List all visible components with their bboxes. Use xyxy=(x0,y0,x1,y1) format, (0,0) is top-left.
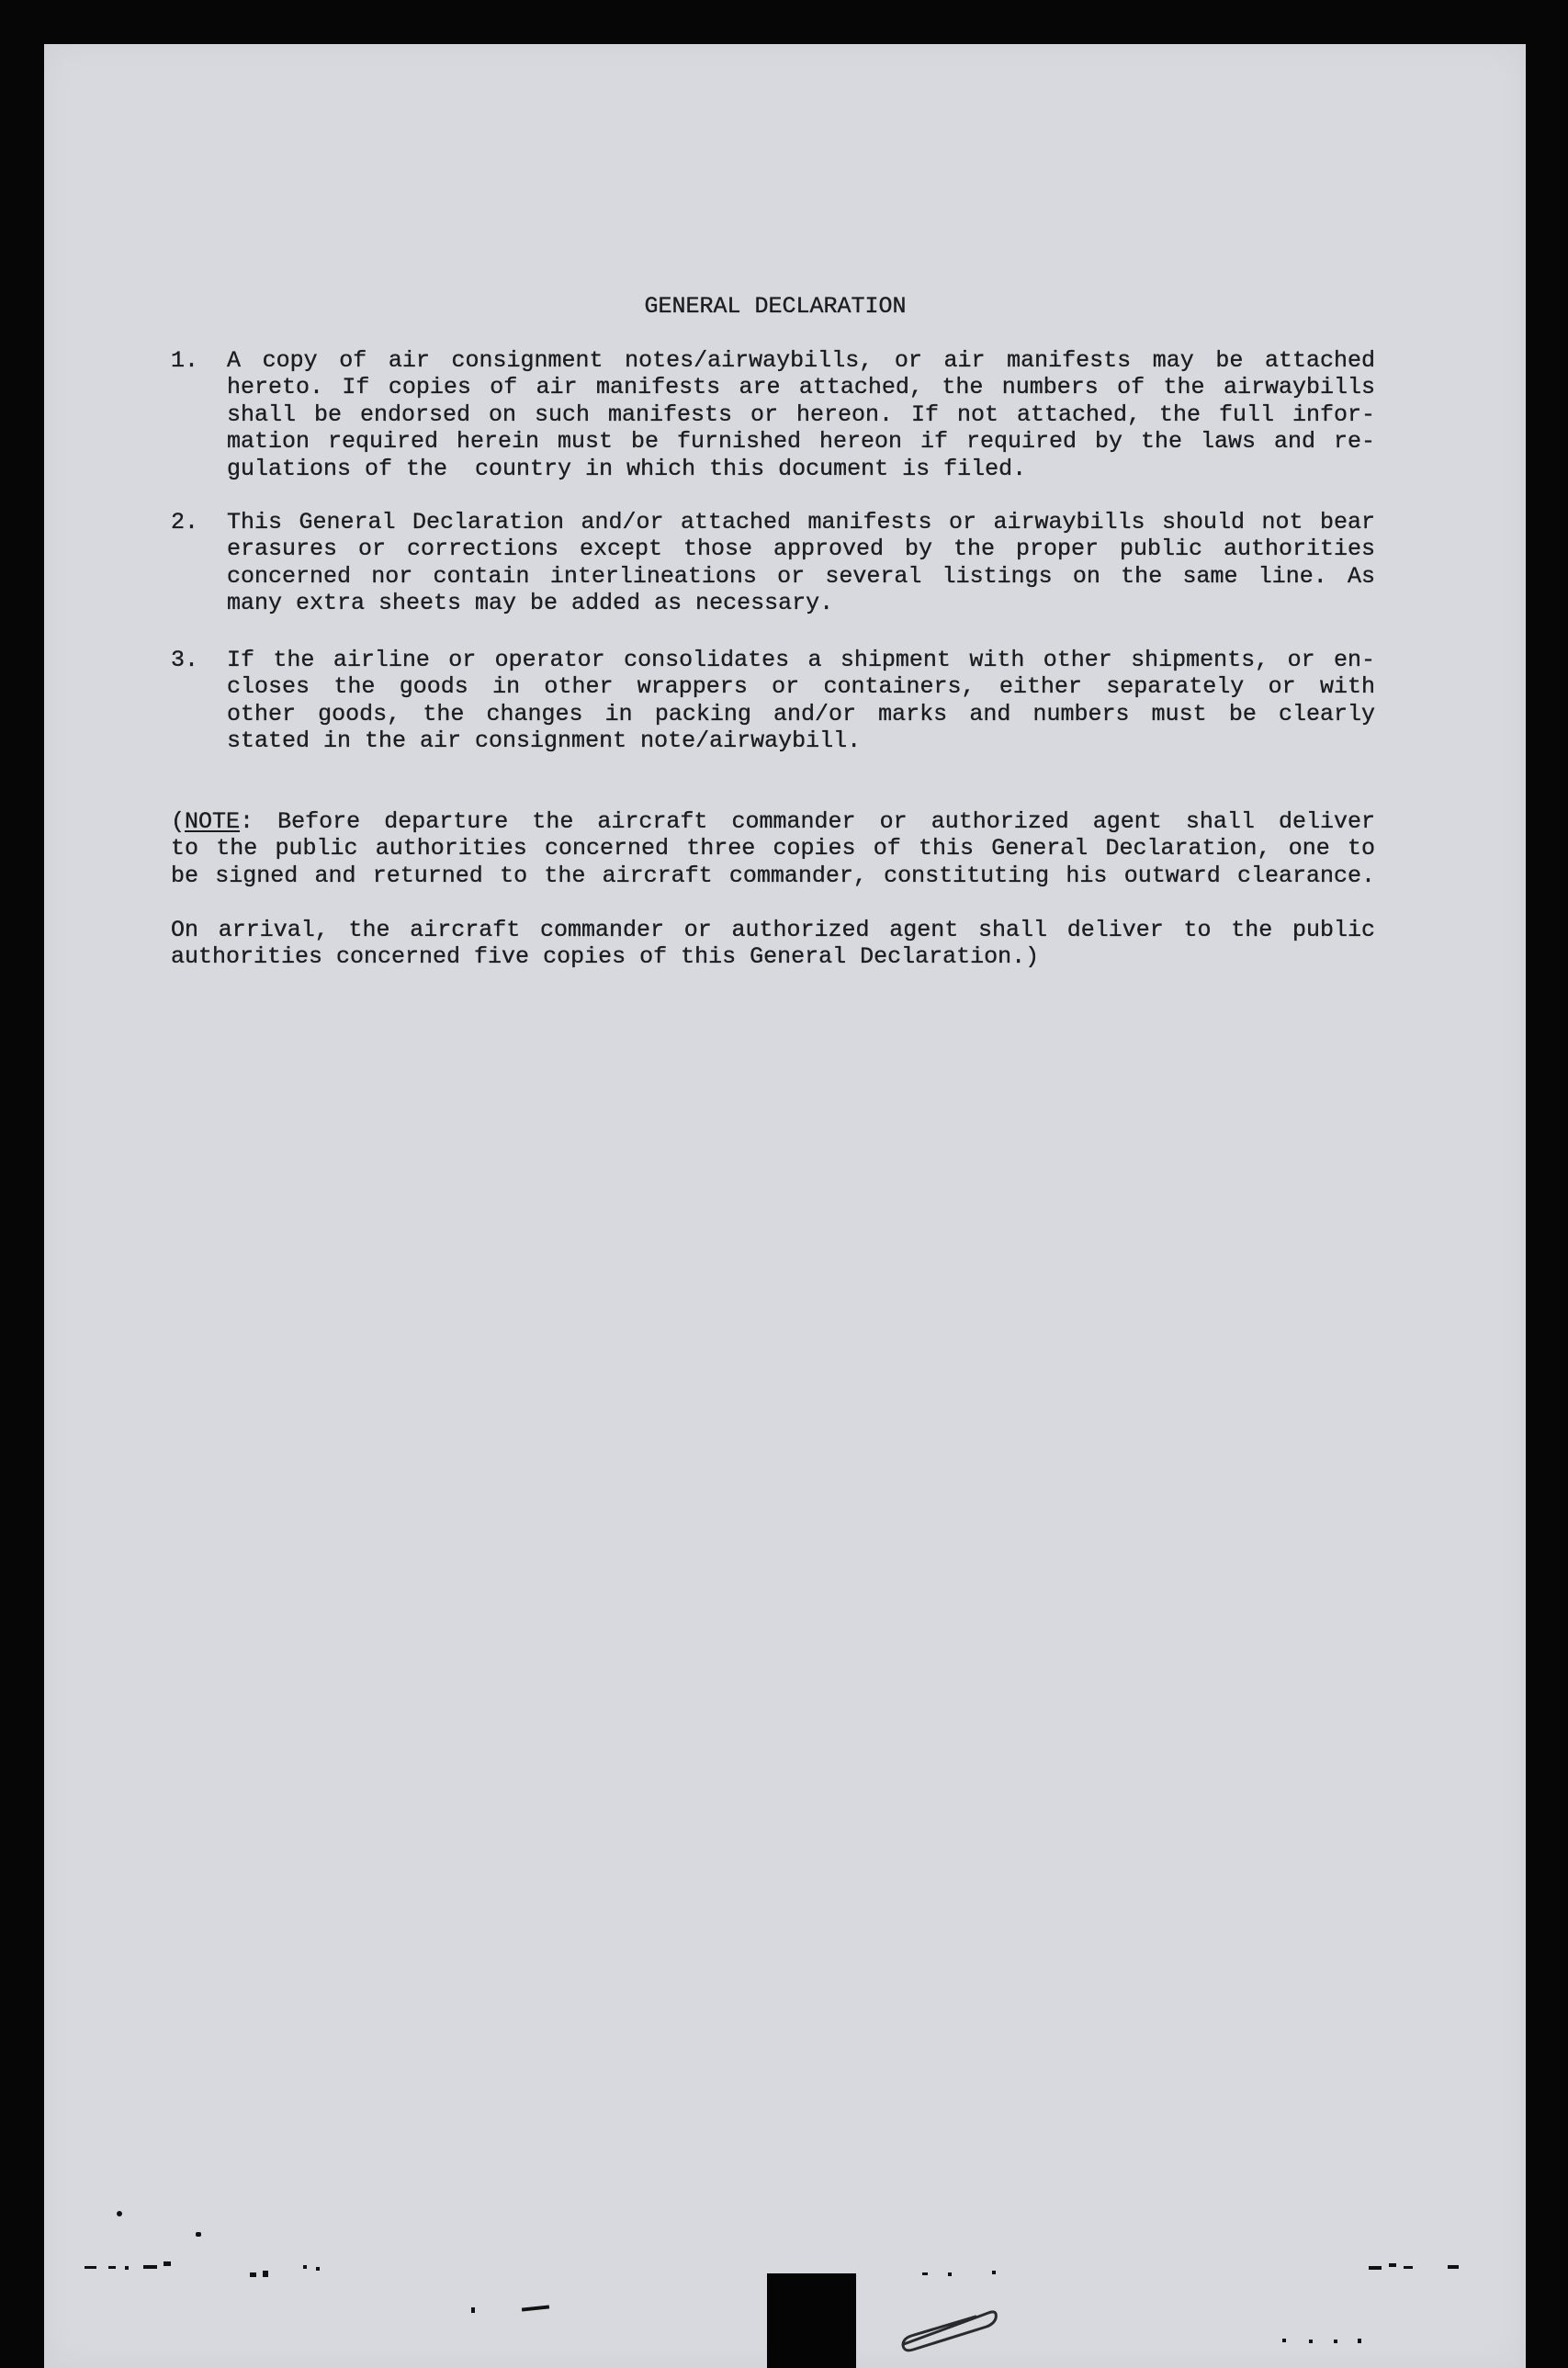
text-line: authorities concerned five copies of this General Declaration.) xyxy=(171,943,1040,971)
text-line: closes the goods in other wrappers or containers, either separately or with xyxy=(227,673,1375,701)
scan-speck xyxy=(922,2272,928,2275)
scan-speck xyxy=(948,2272,952,2276)
scan-speck xyxy=(108,2266,116,2269)
scan-speck xyxy=(263,2271,268,2277)
note-first-line: : Before departure the aircraft commander or authorized agent shall deliver xyxy=(240,808,1375,835)
paragraph-number: 2. xyxy=(171,509,199,536)
paragraph-text xyxy=(227,647,1375,755)
paperclip-icon xyxy=(898,2304,1000,2357)
scan-speck xyxy=(164,2261,171,2266)
scan-speck xyxy=(471,2307,475,2313)
text-line: A copy of air consignment notes/airwaybills, or air manifests may be attached xyxy=(227,347,1375,374)
text-line: gulations of the country in which this document is filed. xyxy=(227,455,1027,482)
paragraph-text xyxy=(227,509,1375,617)
scan-speck xyxy=(1358,2339,1361,2343)
scan-speck xyxy=(316,2267,320,2271)
text-line: stated in the air consignment note/airwaybill. xyxy=(227,727,862,755)
scan-speck xyxy=(1448,2265,1459,2269)
note-text xyxy=(171,808,1375,889)
text-line: This General Declaration and/or attached manifests or airwaybills should not bear xyxy=(227,509,1375,536)
text-line: concerned nor contain interlineations or several listings on the same line. As xyxy=(227,562,1375,590)
scan-speck xyxy=(1369,2266,1382,2270)
scan-speck xyxy=(85,2266,96,2269)
scan-speck xyxy=(992,2271,996,2274)
scan-speck xyxy=(1334,2340,1337,2343)
text-line: On arrival, the aircraft commander or authorized agent shall deliver to the public xyxy=(171,917,1375,943)
scan-speck xyxy=(250,2272,256,2277)
note-label: NOTE xyxy=(185,808,241,835)
scan-speck xyxy=(1389,2263,1396,2267)
paragraph-number: 1. xyxy=(171,347,199,374)
scan-speck xyxy=(303,2265,307,2269)
text-line: other goods, the changes in packing and/or marks and numbers must be clearly xyxy=(227,700,1375,727)
paragraph-number: 3. xyxy=(171,647,199,673)
scan-speck xyxy=(1282,2339,1286,2342)
text-line: hereto. If copies of air manifests are attached, the numbers of the airwaybills xyxy=(227,374,1375,401)
scan-speck xyxy=(196,2232,201,2237)
text-line: many extra sheets may be added as necessary. xyxy=(227,590,834,617)
open-paren: ( xyxy=(171,808,186,835)
text-line: If the airline or operator consolidates a shipment with other shipments, or en- xyxy=(227,647,1375,673)
text-line: mation required herein must be furnished hereon if required by the laws and re- xyxy=(227,428,1375,456)
paragraph-text xyxy=(227,347,1375,482)
text-line: to the public authorities concerned three copies of this General Declaration, one to xyxy=(171,835,1375,863)
document-title: GENERAL DECLARATION xyxy=(644,293,907,320)
scan-speck xyxy=(1309,2340,1313,2343)
scan-speck xyxy=(143,2265,157,2269)
scan-speck xyxy=(1404,2266,1413,2269)
binder-clip-shadow xyxy=(767,2273,856,2368)
text-line: shall be endorsed on such manifests or hereon. If not attached, the full infor- xyxy=(227,400,1375,428)
text-line: be signed and returned to the aircraft commander, constituting his outward clearance. xyxy=(171,862,1375,889)
text-line xyxy=(171,808,1375,835)
scan-speck xyxy=(125,2266,129,2270)
arrival-text xyxy=(171,917,1375,971)
text-line: erasures or corrections except those approved by the proper public authorities xyxy=(227,536,1375,563)
scan-speck xyxy=(117,2211,122,2216)
